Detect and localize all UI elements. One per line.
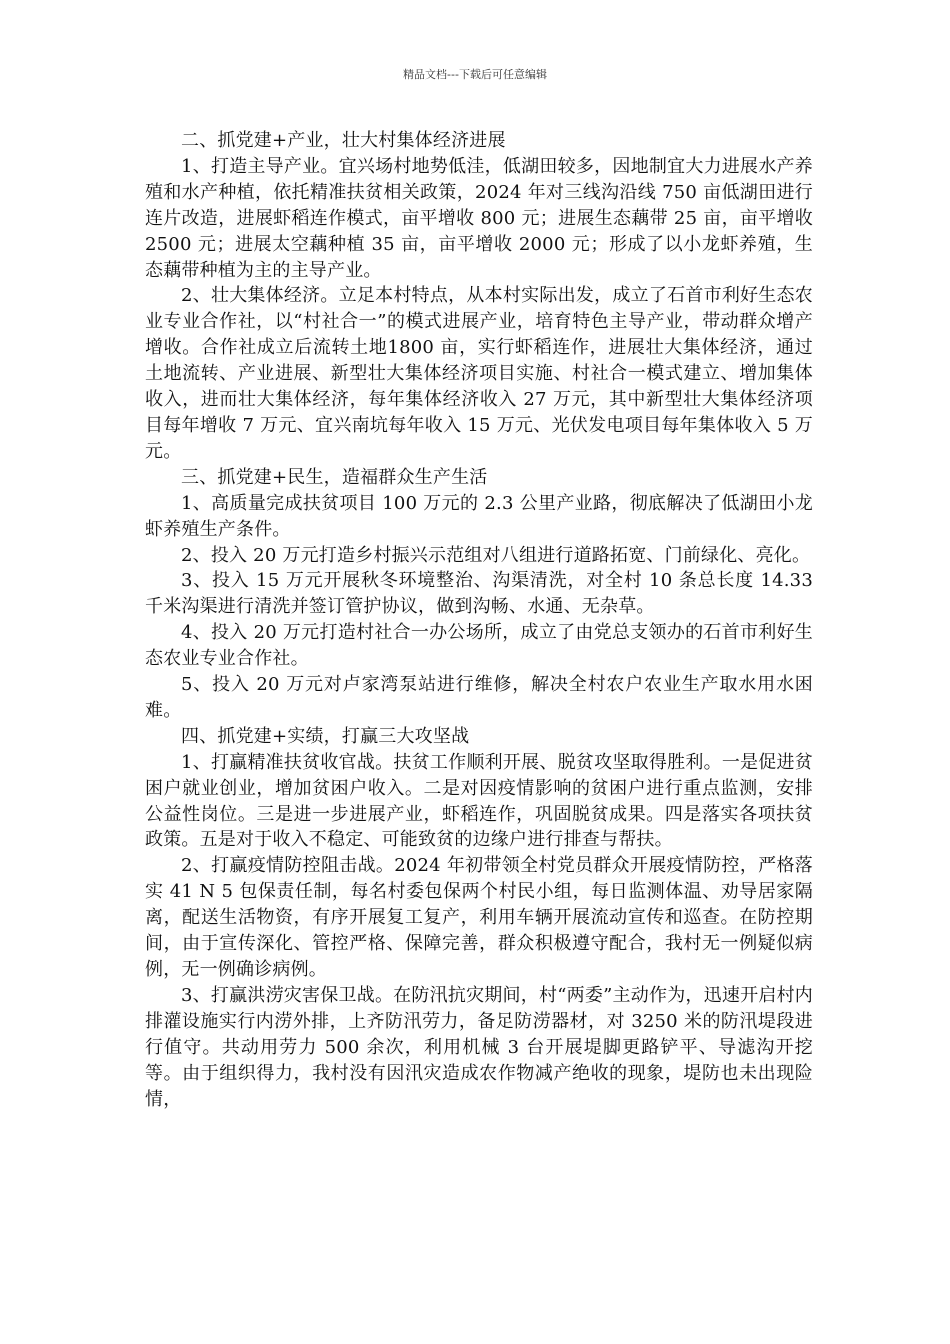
- paragraph-leading-industry: 1、打造主导产业。宜兴场村地势低洼，低湖田较多，因地制宜大力进展水产养殖和水产种植，依托精准扶贫相关政策，2024 年对三线沟沿线 750 亩低湖田进行连片改造，进展虾稻连作模式，亩平增收 800 元；进展生态藕带 25 亩，亩平增收 2500 元；进展太空藕种植 35 亩，亩平增收 2000 元；形成了以小龙虾养殖，生态藕带种植为主的主导产业。: [145, 155, 813, 281]
- page-header-note: 精品文档---下载后可任意编辑: [403, 68, 547, 81]
- paragraph-livelihood-1: 1、高质量完成扶贫项目 100 万元的 2.3 公里产业路，彻底解决了低湖田小龙虾养殖生产条件。: [145, 492, 813, 540]
- paragraph-livelihood-4: 4、投入 20 万元打造村社合一办公场所，成立了由党总支领办的石首市利好生态农业专业合作社。: [145, 622, 813, 670]
- section-heading-3: 三、抓党建+民生，造福群众生产生活: [181, 466, 488, 488]
- paragraph-livelihood-2: 2、投入 20 万元打造乡村振兴示范组对八组进行道路拓宽、门前绿化、亮化。: [181, 544, 811, 566]
- paragraph-livelihood-3: 3、投入 15 万元开展秋冬环境整治、沟渠清洗，对全村 10 条总长度 14.33 千米沟渠进行清洗并签订管护协议，做到沟畅、水通、无杂草。: [145, 570, 813, 618]
- section-heading-4: 四、抓党建+实绩，打赢三大攻坚战: [181, 725, 470, 747]
- paragraph-livelihood-5: 5、投入 20 万元对卢家湾泵站进行维修，解决全村农户农业生产取水用水困难。: [145, 674, 813, 721]
- paragraph-epidemic-control: 2、打赢疫情防控阻击战。2024 年初带领全村党员群众开展疫情防控，严格落实 41 N 5 包保责任制，每名村委包保两个村民小组，每日监测体温、劝导居家隔离，配送生活物资，有序开展复工复产，利用车辆开展流动宣传和巡查。在防控期间，由于宣传深化、管控严格、保障完善，群众积极遵守配合，我村无一例疑似病例，无一例确诊病例。: [145, 855, 813, 980]
- paragraph-flood-defense: 3、打赢洪涝灾害保卫战。在防汛抗灾期间，村“两委”主动作为，迅速开启村内排灌设施实行内涝外排，上齐防汛劳力，备足防涝器材，对 3250 米的防汛堤段进行值守。共动用劳力 500 余次，利用机械 3 台开展堤脚更路铲平、导滤沟开挖等。由于组织得力，我村没有因汛灾造成农作物减产绝收的现象，堤防也未出现险情，: [145, 984, 813, 1110]
- section-heading-2: 二、抓党建+产业，壮大村集体经济进展: [181, 130, 506, 151]
- paragraph-collective-economy: 2、壮大集体经济。立足本村特点，从本村实际出发，成立了石首市利好生态农业专业合作社，以“村社合一”的模式进展产业，培育特色主导产业，带动群众增产增收。合作社成立后流转土地1800 亩，实行虾稻连作，进展壮大集体经济，通过土地流转、产业进展、新型壮大集体经济项目实施、村社合一模式建立、增加集体收入，进而壮大集体经济，每年集体经济收入 27 万元，其中新型壮大集体经济项目每年增收 7 万元、宜兴南坑每年收入 15 万元、光伏发电项目每年集体收入 5 万元。: [145, 285, 813, 462]
- document-body: [145, 128, 813, 1112]
- paragraph-poverty-alleviation: 1、打赢精准扶贫收官战。扶贫工作顺利开展、脱贫攻坚取得胜利。一是促进贫困户就业创业，增加贫困户收入。二是对因疫情影响的贫困户进行重点监测，安排公益性岗位。三是进一步进展产业，虾稻连作，巩固脱贫成果。四是落实各项扶贫政策。五是对于收入不稳定、可能致贫的边缘户进行排查与帮扶。: [145, 751, 813, 851]
